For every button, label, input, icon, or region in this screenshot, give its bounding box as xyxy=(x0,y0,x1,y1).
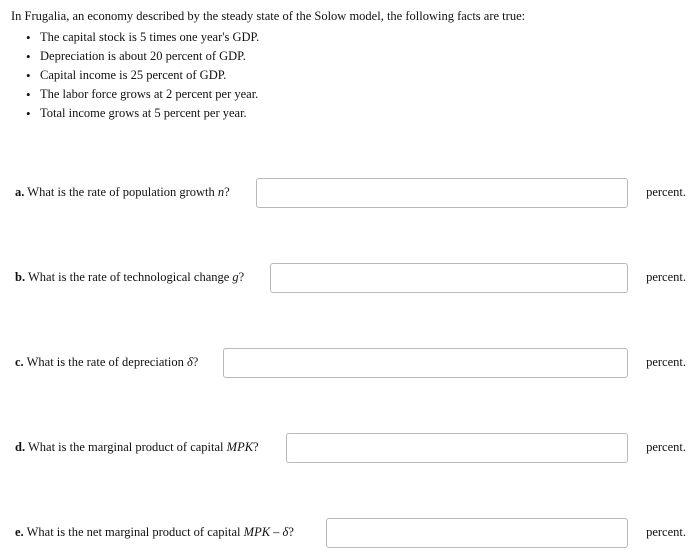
question-label: c. What is the rate of depreciation δ? xyxy=(15,355,199,369)
question-label: b. What is the rate of technological change g? xyxy=(15,270,245,284)
bullet-icon: • xyxy=(26,106,31,121)
intro-text: In Frugalia, an economy described by the steady state of the Solow model, the following facts are true: xyxy=(11,9,526,23)
question-label: d. What is the marginal product of capital MPK? xyxy=(15,440,259,454)
bullet-icon: • xyxy=(26,49,31,64)
answer-input-a[interactable] xyxy=(256,178,628,208)
unit-label: percent. xyxy=(646,440,686,454)
question-label: a. What is the rate of population growth n? xyxy=(15,185,230,199)
question-label: e. What is the net marginal product of capital MPK – δ? xyxy=(15,525,294,539)
answer-input-b[interactable] xyxy=(270,263,628,293)
unit-label: percent. xyxy=(646,270,686,284)
answer-input-c[interactable] xyxy=(223,348,628,378)
facts-list xyxy=(22,28,259,123)
answer-input-e[interactable] xyxy=(326,518,628,548)
answer-input-d[interactable] xyxy=(286,433,628,463)
list-item: • Capital income is 25 percent of GDP. xyxy=(26,68,227,83)
bullet-icon: • xyxy=(26,87,31,102)
list-item: • Depreciation is about 20 percent of GDP. xyxy=(26,49,246,64)
list-item: • The labor force grows at 2 percent per year. xyxy=(26,87,259,102)
question-e xyxy=(0,518,700,548)
unit-label: percent. xyxy=(646,525,686,539)
question-c xyxy=(0,348,700,378)
list-item: • Total income grows at 5 percent per year. xyxy=(26,106,247,121)
bullet-icon: • xyxy=(26,68,31,83)
question-d xyxy=(0,433,700,463)
bullet-icon: • xyxy=(26,30,31,45)
unit-label: percent. xyxy=(646,355,686,369)
list-item: • The capital stock is 5 times one year's GDP. xyxy=(26,30,260,45)
question-b xyxy=(0,263,700,293)
unit-label: percent. xyxy=(646,185,686,199)
question-a xyxy=(0,178,700,208)
